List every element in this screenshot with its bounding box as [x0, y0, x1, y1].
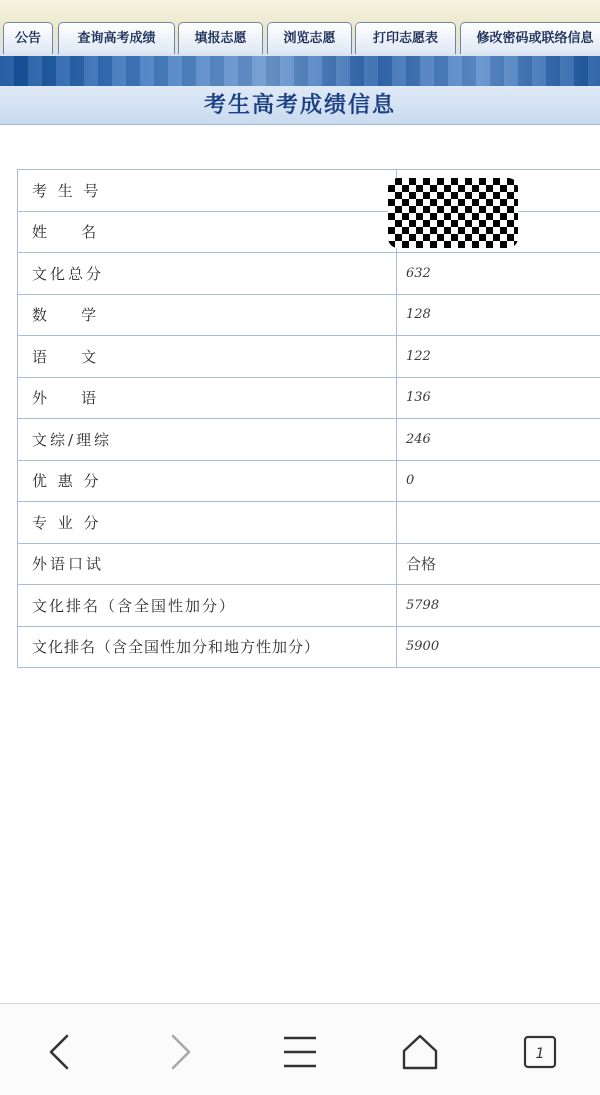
browser-bottom-bar — [0, 1003, 600, 1095]
title-strip — [0, 86, 600, 125]
row-value — [397, 502, 600, 544]
row-value: 136 — [397, 377, 600, 419]
tab-query-score[interactable]: 查询高考成绩 — [58, 22, 175, 54]
row-label: 优 惠 分 — [18, 460, 397, 502]
top-tab-bar — [0, 0, 600, 56]
tab-announcement[interactable]: 公告 — [3, 22, 53, 54]
table-row — [18, 253, 600, 295]
row-value: 246 — [397, 419, 600, 461]
row-label: 文化总分 — [18, 253, 397, 295]
back-icon — [45, 1032, 75, 1072]
row-label: 文化排名（含全国性加分） — [18, 585, 397, 627]
row-value: 5900 — [397, 626, 600, 668]
row-label: 外 语 — [18, 377, 397, 419]
row-label: 文综/理综 — [18, 419, 397, 461]
tab-fill-application[interactable]: 填报志愿 — [178, 22, 263, 54]
row-label: 文化排名（含全国性加分和地方性加分） — [18, 626, 397, 668]
home-button[interactable] — [392, 1024, 448, 1080]
row-value: 632 — [397, 253, 600, 295]
table-row — [18, 502, 600, 544]
tabs-icon — [522, 1034, 558, 1070]
table-row — [18, 336, 600, 378]
table-row — [18, 585, 600, 627]
row-label: 语 文 — [18, 336, 397, 378]
tabs-button[interactable] — [512, 1024, 568, 1080]
forward-button[interactable] — [152, 1024, 208, 1080]
tab-change-password[interactable]: 修改密码或联络信息 — [460, 22, 600, 54]
row-value: 0 — [397, 460, 600, 502]
menu-button[interactable] — [272, 1024, 328, 1080]
tab-count: 1 — [536, 1046, 545, 1062]
row-value: 128 — [397, 294, 600, 336]
tab-print-application[interactable]: 打印志愿表 — [355, 22, 456, 54]
row-label: 姓 名 — [18, 211, 397, 253]
back-button[interactable] — [32, 1024, 88, 1080]
row-value: 合格 — [397, 543, 600, 585]
table-row — [18, 294, 600, 336]
row-value: 122 — [397, 336, 600, 378]
row-value: 5798 — [397, 585, 600, 627]
table-row — [18, 626, 600, 668]
tab-browse-application[interactable]: 浏览志愿 — [267, 22, 352, 54]
redaction-mosaic — [388, 178, 518, 248]
row-label: 专 业 分 — [18, 502, 397, 544]
table-row — [18, 419, 600, 461]
table-row — [18, 377, 600, 419]
forward-icon — [165, 1032, 195, 1072]
table-row — [18, 543, 600, 585]
row-label: 外语口试 — [18, 543, 397, 585]
page-title: 考生高考成绩信息 — [0, 88, 600, 119]
menu-icon — [282, 1034, 318, 1070]
row-label: 数 学 — [18, 294, 397, 336]
row-label: 考 生 号 — [18, 170, 397, 212]
home-icon — [401, 1033, 439, 1071]
table-row — [18, 460, 600, 502]
